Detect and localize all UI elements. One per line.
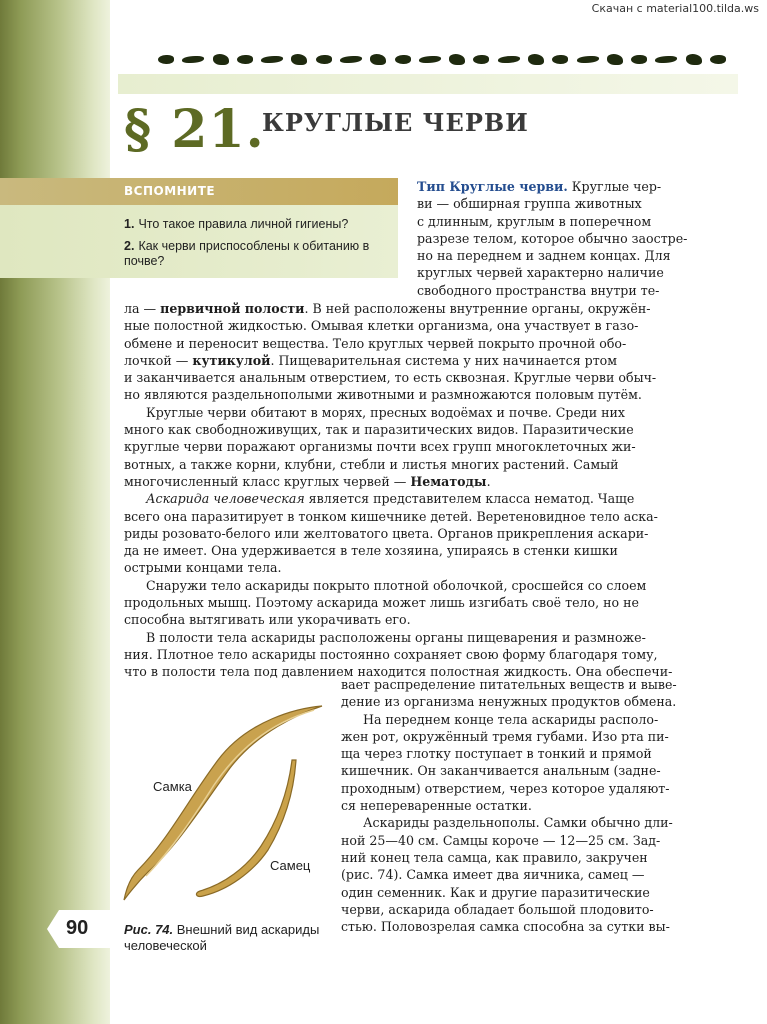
term-ascaris: Аскарида человеческая [146,491,305,507]
animal-icon [552,55,568,64]
animal-icon [528,54,544,65]
text-line: вает распределение питательных веществ и выве- [341,677,677,692]
animal-icon [158,55,174,64]
recall-heading-bar [0,178,398,205]
text-line: кишечник. Он заканчивается анальным (задне- [341,763,661,779]
text-line [124,473,708,490]
text-fragment: ла — [124,301,161,316]
text-line [124,490,708,507]
animal-icon [340,56,362,63]
text-line: острыми концами тела. [124,560,282,576]
label-male: Самец [270,858,311,873]
text-line: ща через глотку поступает в тонкий и прямой [341,746,652,762]
animal-icon [498,56,520,63]
text-line [124,300,708,317]
text-line: ные полостной жидкостью. Омывая клетки организма, она участвует в газо- [124,318,639,334]
text-line: (рис. 74). Самка имеет два яичника, самец — [341,867,645,883]
text-fragment: многочисленный класс круглых червей — [124,473,411,489]
text-line: много как свободноживущих, так и паразитических видов. Паразитические [124,422,634,438]
text-line: круглые черви поражают организмы почти всех групп многоклеточных жи- [124,439,636,455]
text-line [417,178,708,195]
source-watermark: Скачан с material100.tilda.ws [591,2,759,15]
text-line: разрезе телом, которое обычно заостре- [417,230,688,246]
text-line: круглых червей характерно наличие [417,265,664,281]
animal-icon [449,54,465,65]
text-line: и заканчивается анальным отверстием, то есть сквозная. Круглые черви обыч- [124,370,657,386]
text-line: да не имеет. Она удерживается в теле хозяина, упираясь в стенки кишки [124,543,618,559]
animal-icon [577,56,599,63]
text-line: с длинным, круглым в поперечном [417,213,652,229]
text-fragment: . В ней расположены внутренние органы, окружён- [304,301,651,316]
text-line: проходным) отверстием, через которое удаляют- [341,780,670,796]
question-number: 1. [124,217,135,231]
animal-icon [473,55,489,64]
text-line: Снаружи тело аскариды покрыто плотной оболочкой, сросшейся со слоем [146,577,647,593]
animal-icon [686,54,702,65]
question-text: Как черви приспособлены к обитанию в почве? [124,239,370,268]
text-line: В полости тела аскариды расположены органы пищеварения и размноже- [146,629,646,645]
text-line: Аскариды раздельнополы. Самки обычно дли- [363,815,673,831]
term-nematodes: Нематоды [410,473,487,489]
animal-icon [419,56,441,63]
animal-icon [237,55,253,64]
recall-box [0,178,398,278]
text-line: ви — обширная группа животных [417,196,642,212]
animal-icon [213,54,229,65]
section-title: КРУГЛЫЕ ЧЕРВИ [262,108,529,137]
text-fragment: лочкой — [124,352,193,368]
animal-icon [182,56,204,63]
text-fragment: . [486,473,491,489]
animal-icon [607,54,623,65]
header-band [118,74,738,94]
text-line: риды розовато-белого или желтоватого цвета. Органов прикрепления аскари- [124,525,649,541]
question-number: 2. [124,239,135,253]
section-number: § 21. [124,99,265,160]
text-line: продольных мышц. Поэтому аскарида может лишь изгибать своё тело, но не [124,595,639,611]
text-line: стью. Половозрелая самка способна за сутки вы- [341,919,670,935]
page-number: 90 [66,917,89,939]
label-female: Самка [153,779,192,794]
text-line: черви, аскарида обладает большой плодовито- [341,901,654,917]
animal-icon [395,55,411,64]
question-text: Что такое правила личной гигиены? [138,217,349,231]
text-line: На переднем конце тела аскариды располо- [363,711,659,727]
text-line: жен рот, окружённый тремя губами. Изо рта пи- [341,728,669,744]
recall-question [124,239,390,269]
animal-icon [655,56,677,63]
animal-icon [291,54,307,65]
text-fragment: Круглые чер- [567,179,662,194]
recall-heading: ВСПОМНИТЕ [124,184,216,198]
text-column-main [124,300,708,681]
text-line: ся непереваренные остатки. [341,798,532,814]
animal-icon [370,54,386,65]
figure-caption [124,922,334,954]
text-line: вотных, а также корни, клубни, стебли и листья многих растений. Самый [124,456,619,472]
text-line: но являются раздельнополыми животными и размножаются половым путём. [124,387,642,403]
caption-text: Внешний вид аскариды человеческой [124,922,320,953]
text-line: ний конец тела самца, как правило, закручен [341,849,648,865]
caption-number: Рис. 74. [124,922,174,937]
text-line: что в полости тела под давлением находится полостная жидкость. Она обеспечи- [124,664,673,680]
term-cuticle: кутикулой [192,352,271,368]
ascaris-figure [118,700,340,910]
animal-icon [261,56,283,63]
text-line: ния. Плотное тело аскариды постоянно сохраняет свою форму благодаря тому, [124,646,658,662]
text-line: ной 25—40 см. Самцы короче — 12—25 см. Зад- [341,832,661,848]
text-fragment: является представителем класса нематод. Чаще [304,491,635,507]
animal-silhouette-strip [158,49,726,69]
text-line: обмене и переносит вещества. Тело круглых червей покрыто прочной обо- [124,335,627,351]
text-line: дение из организма ненужных продуктов обмена. [341,694,677,710]
animal-icon [316,55,332,64]
text-line: свободного пространства внутри те- [417,282,660,298]
term-primary-cavity: первичной полости [160,301,305,316]
text-line: но на переднем и заднем концах. Для [417,248,671,264]
recall-question [124,217,390,232]
text-line: один семенник. Как и другие паразитические [341,884,650,900]
animal-icon [631,55,647,64]
animal-icon [710,55,726,64]
type-term: Тип Круглые черви. [417,179,568,194]
text-line: всего она паразитирует в тонком кишечнике детей. Веретеновидное тело аска- [124,508,658,524]
text-column-lower [341,676,708,935]
text-fragment: . Пищеварительная система у них начинается ртом [270,352,618,368]
text-line [124,352,708,369]
text-line: Круглые черви обитают в морях, пресных водоёмах и почве. Среди них [146,404,625,420]
text-line: способна вытягивать или укорачивать его. [124,612,411,628]
text-column-right [417,178,708,299]
page-spine-band [0,0,110,1024]
